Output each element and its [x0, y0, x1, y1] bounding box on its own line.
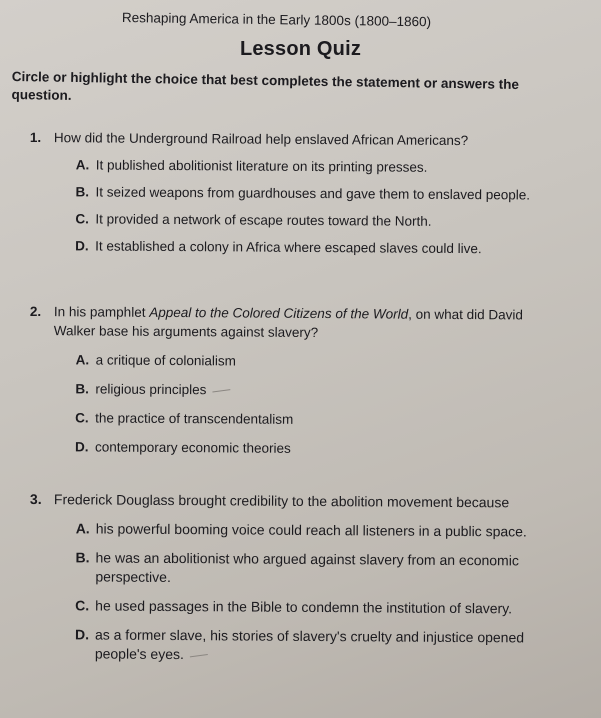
choice-d[interactable] — [75, 437, 564, 459]
choice-letter: B. — [75, 381, 89, 397]
choice-text: religious principles — [95, 381, 207, 398]
choice-letter: C. — [75, 211, 89, 227]
choice-letter: C. — [75, 597, 90, 614]
choice-text: It established a colony in Africa where escaped slaves could live. — [95, 238, 482, 257]
question-text: Frederick Douglass brought credibility to the abolition movement because — [53, 491, 510, 511]
question-text: How did the Underground Railroad help enslaved African Americans? — [53, 130, 469, 149]
choice-c[interactable] — [75, 408, 564, 430]
choice-letter: C. — [75, 410, 89, 426]
choice-text: he was an abolitionist who argued against slavery from an economic perspective. — [95, 549, 519, 585]
choice-c[interactable] — [75, 209, 564, 231]
choice-text: a critique of colonialism — [95, 352, 236, 369]
choice-letter: B. — [75, 184, 90, 200]
choice-b[interactable] — [75, 182, 564, 204]
choice-letter: D. — [75, 238, 89, 254]
question-text-part: , on what did David Walker base his arguments against slavery? — [53, 306, 524, 341]
choice-letter: A. — [75, 157, 90, 173]
question-number: 2. — [29, 303, 42, 320]
choice-letter: B. — [75, 549, 90, 566]
pencil-mark — [190, 654, 208, 657]
choice-letter: A. — [75, 352, 90, 368]
question-1 — [29, 128, 565, 259]
choice-b[interactable] — [75, 379, 564, 401]
question-number: 3. — [29, 490, 42, 508]
choice-a[interactable] — [76, 155, 565, 177]
choice-letter: A. — [75, 520, 90, 537]
question-number: 1. — [29, 129, 42, 146]
lesson-subtitle: Reshaping America in the Early 1800s (1800–1860) — [121, 10, 432, 30]
question-text-part: In his pamphlet — [53, 304, 150, 320]
choice-d[interactable] — [75, 236, 564, 258]
choice-b[interactable] — [75, 548, 564, 589]
instructions: Circle or highlight the choice that best completes the statement or answers the question. — [11, 68, 520, 103]
choice-text: contemporary economic theories — [94, 439, 291, 456]
pencil-mark — [212, 389, 230, 392]
choice-text: It provided a network of escape routes toward the North. — [95, 211, 432, 229]
pamphlet-title: Appeal to the Colored Citizens of the World — [149, 304, 409, 322]
choice-letter: D. — [74, 439, 89, 455]
question-3 — [29, 490, 565, 667]
choice-text: It published abolitionist literature on its printing presses. — [95, 157, 428, 175]
choice-text: It seized weapons from guardhouses and gave them to enslaved people. — [95, 184, 531, 203]
choice-text: his powerful booming voice could reach all listeners in a public space. — [95, 520, 527, 540]
question-2 — [29, 302, 565, 460]
page-title: Lesson Quiz — [239, 38, 362, 60]
choice-d[interactable] — [75, 625, 564, 666]
choice-letter: D. — [74, 626, 90, 643]
choice-c[interactable] — [75, 596, 564, 618]
choice-a[interactable] — [76, 350, 565, 372]
choice-a[interactable] — [76, 519, 565, 541]
choice-text: he used passages in the Bible to condemn the institution of slavery. — [95, 597, 513, 617]
question-text — [54, 302, 565, 344]
choice-list — [29, 350, 565, 460]
choice-list — [29, 519, 565, 667]
choice-list — [29, 155, 565, 259]
choice-text: the practice of transcendentalism — [95, 410, 294, 427]
choice-text: as a former slave, his stories of slavery's cruelty and injustice opened people's eyes. — [94, 626, 525, 663]
